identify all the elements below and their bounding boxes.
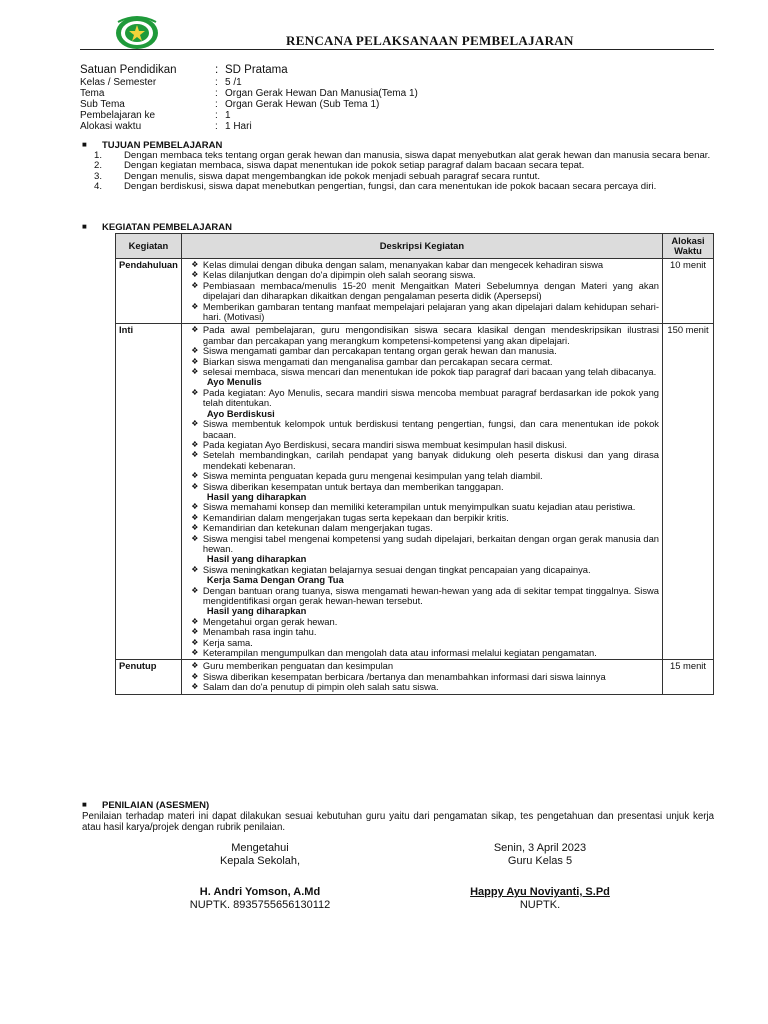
list-item-text: Kelas dimulai dengan dibuka dengan salam, menanyakan kabar dan mengecek kehadiran siswa	[202, 259, 604, 270]
diamond-bullet-icon: ❖	[191, 346, 199, 356]
info-label: Tema	[80, 88, 105, 99]
list-item	[185, 302, 659, 323]
deskripsi-cell	[181, 660, 662, 694]
square-bullet-icon: ■	[82, 140, 87, 149]
diamond-bullet-icon: ❖	[191, 648, 199, 658]
list-number: 4.	[93, 181, 102, 193]
signature-right-name-block	[440, 886, 640, 912]
diamond-bullet-icon: ❖	[191, 523, 199, 533]
list-item-text: selesai membaca, siswa mencari dan menentukan ide pokok tiap paragraf dari bacaan yang telah dibacanya.	[202, 366, 657, 378]
list-item-text: Keterampilan mengumpulkan dan mengolah data atau informasi melalui kegiatan pengamatan.	[202, 647, 597, 659]
square-bullet-icon: ■	[82, 222, 87, 231]
diamond-bullet-icon: ❖	[191, 533, 199, 543]
info-label: Pembelajaran ke	[80, 110, 156, 121]
subheading: Kerja Sama Dengan Orang Tua	[206, 574, 344, 586]
list-item-text: Memberikan gambaran tentang manfaat mempelajari pelajaran yang akan dipelajari dalam kehidupan sehari-hari. (Motivasi)	[202, 300, 659, 323]
info-label: Kelas / Semester	[80, 77, 157, 88]
info-row-alokasi	[80, 121, 418, 132]
info-value: SD Pratama	[225, 64, 288, 76]
table-row	[116, 660, 714, 694]
diamond-bullet-icon: ❖	[191, 280, 199, 290]
info-value: 1	[225, 110, 231, 121]
info-row-tema	[80, 88, 418, 99]
info-separator: :	[215, 77, 218, 88]
info-row-pembelajaran	[80, 110, 418, 121]
title-divider	[80, 49, 714, 50]
list-item	[185, 523, 659, 533]
table-row	[116, 324, 714, 660]
list-item	[185, 419, 659, 440]
kegiatan-phase-cell: Pendahuluan	[116, 259, 182, 324]
signature-left	[190, 842, 330, 868]
diamond-bullet-icon: ❖	[191, 301, 199, 311]
diamond-bullet-icon: ❖	[191, 367, 199, 377]
diamond-bullet-icon: ❖	[191, 671, 199, 681]
subheading: Hasil yang diharapkan	[206, 605, 307, 617]
info-separator: :	[215, 110, 218, 121]
document-title: RENCANA PELAKSANAAN PEMBELAJARAN	[286, 33, 574, 48]
info-value: 1 Hari	[225, 121, 252, 132]
list-item-text: Guru memberikan penguatan dan kesimpulan	[202, 660, 394, 672]
list-item	[185, 450, 659, 471]
diamond-bullet-icon: ❖	[191, 356, 199, 366]
list-item-text: Siswa meminta penguatan kepada guru mengenai kesimpulan yang telah diambil.	[202, 470, 543, 482]
list-item-text: Dengan membaca teks tentang organ gerak hewan dan manusia, siswa dapat menyebutkan alat gerak hewan dan manusia secara benar.	[124, 150, 711, 161]
header-deskripsi: Deskripsi Kegiatan	[181, 234, 662, 259]
info-separator: :	[215, 88, 218, 99]
diamond-bullet-icon: ❖	[191, 502, 199, 512]
list-item-text: Siswa mengisi tabel mengenai kompetensi yang sudah dipelajari, berkaitan dengan organ gerak manusia dan hewan.	[202, 532, 659, 554]
list-number: 2.	[93, 160, 102, 172]
list-item-text: Biarkan siswa mengamati dan menganalisa gambar dan percakapan secara cermat.	[202, 355, 553, 367]
diamond-bullet-icon: ❖	[191, 260, 199, 269]
deskripsi-cell	[181, 324, 662, 660]
diamond-bullet-icon: ❖	[191, 627, 199, 637]
list-item	[82, 182, 714, 192]
diamond-bullet-icon: ❖	[191, 512, 199, 522]
list-item-text: Kelas dilanjutkan dengan do'a dipimpin oleh salah seorang siswa.	[202, 269, 476, 281]
header-kegiatan: Kegiatan	[116, 234, 182, 259]
kegiatan-phase-cell: Inti	[116, 324, 182, 660]
list-item-text: Pada kegiatan Ayo Berdiskusi, secara mandiri siswa membuat kesimpulan hasil diskusi.	[202, 438, 567, 450]
signatory-id: NUPTK. 8935755656130112	[189, 899, 331, 911]
list-item-text: Kerja sama.	[202, 636, 253, 648]
list-item-text: Kemandirian dalam mengerjakan tugas serta kepekaan dan berpikir kritis.	[202, 511, 509, 523]
list-item	[185, 534, 659, 555]
list-item	[185, 388, 659, 409]
diamond-bullet-icon: ❖	[191, 481, 199, 491]
list-item-text: Pembiasaan membaca/menulis 15-20 menit Mengaitkan Materi Sebelumnya dengan Materi yang akan dipelajari dan diharapkan dikaitkan dengan pengalaman peserta didik (Apersepsi)	[202, 279, 659, 302]
diamond-bullet-icon: ❖	[191, 325, 199, 335]
info-separator: :	[215, 99, 218, 110]
header-alokasi: Alokasi Waktu	[663, 234, 714, 259]
list-item	[185, 627, 659, 637]
diamond-bullet-icon: ❖	[191, 450, 199, 460]
signature-line1: Mengetahui	[231, 842, 289, 854]
diamond-bullet-icon: ❖	[191, 471, 199, 481]
subheading: Ayo Menulis	[206, 376, 262, 388]
info-value: Organ Gerak Hewan (Sub Tema 1)	[225, 99, 380, 110]
list-item-text: Siswa membentuk kelompok untuk berdiskusi tentang pengertian, fungsi, dan cara menentukan ide pokok bacaan.	[202, 418, 659, 440]
list-item-text: Dengan bantuan orang tuanya, siswa mengamati hewan-hewan yang ada di sekitar tempat tinggalnya. Siswa mengidentifikasi organ gerak hewan-hewan tersebut.	[202, 584, 659, 606]
section-kegiatan-heading	[82, 222, 232, 233]
list-item-text: Pada awal pembelajaran, guru mengondisikan siswa secara klasikal dengan mendeskripsikan ilustrasi gambar dan percakapan yang merangkum kompetensi-kompetensi yang akan dipelajari.	[202, 324, 659, 346]
section-penilaian-heading	[82, 800, 209, 811]
list-item-text: Setelah membandingkan, carilah pendapat yang banyak didukung oleh peserta diskusi dan yang dirasa mendekati kebenaran.	[202, 449, 659, 471]
signature-line2: Kepala Sekolah,	[219, 855, 301, 867]
diamond-bullet-icon: ❖	[191, 585, 199, 595]
info-separator: :	[215, 64, 219, 76]
list-item-text: Dengan menulis, siswa dapat mengembangkan ide pokok menjadi sebuah paragraf secara runtut.	[124, 170, 540, 182]
identity-block	[80, 64, 418, 132]
diamond-bullet-icon: ❖	[191, 564, 199, 574]
diamond-bullet-icon: ❖	[191, 682, 199, 692]
info-value: Organ Gerak Hewan Dan Manusia(Tema 1)	[225, 88, 418, 99]
diamond-bullet-icon: ❖	[191, 661, 199, 671]
list-item	[185, 682, 659, 692]
list-item-text: Pada kegiatan: Ayo Menulis, secara mandiri siswa mencoba membuat paragraf berdasarkan ide pokok yang telah ditentukan.	[202, 386, 659, 409]
diamond-bullet-icon: ❖	[191, 387, 199, 397]
subheading: Hasil yang diharapkan	[206, 490, 307, 502]
list-item-text: Mengetahui organ gerak hewan.	[202, 615, 338, 627]
list-item	[185, 281, 659, 302]
subheading: Hasil yang diharapkan	[206, 553, 307, 565]
info-row-subtema	[80, 99, 418, 110]
list-item-text: Siswa memahami konsep dan memiliki keterampilan untuk menyimpulkan suatu kejadian atau peristiwa.	[202, 501, 636, 513]
signature-left-name-block	[165, 886, 355, 912]
kegiatan-table-body	[116, 259, 714, 695]
info-label: Alokasi waktu	[80, 121, 142, 132]
list-item-text: Dengan berdiskusi, siswa dapat menebutkan pengertian, fungsi, dan cara menentukan ide pokok bacaan secara percaya diri.	[124, 181, 657, 193]
tujuan-list	[82, 151, 714, 193]
square-bullet-icon: ■	[82, 800, 87, 809]
diamond-bullet-icon: ❖	[191, 637, 199, 647]
list-item-text: Siswa meningkatkan kegiatan belajarnya sesuai dengan tingkat pencapaian yang dicapainya.	[202, 563, 591, 575]
alokasi-cell: 15 menit	[663, 660, 714, 694]
diamond-bullet-icon: ❖	[191, 616, 199, 626]
table-row	[116, 259, 714, 324]
alokasi-cell: 10 menit	[663, 259, 714, 324]
kegiatan-table	[115, 233, 714, 695]
info-label: Satuan Pendidikan	[80, 64, 177, 76]
info-row-satuan	[80, 64, 418, 77]
section-heading-text: TUJUAN PEMBELAJARAN	[102, 140, 223, 151]
signatory-id: NUPTK.	[519, 899, 561, 911]
signature-line1: Senin, 3 April 2023	[493, 842, 587, 854]
list-item	[185, 325, 659, 346]
penilaian-text: Penilaian terhadap materi ini dapat dilakukan sesuai kebutuhan guru yaitu dari pengamatan sikap, tes pengetahuan dan presentasi unjuk kerja atau hasil karya/projek dengan rubrik penilaian.	[82, 811, 714, 833]
alokasi-cell: 150 menit	[663, 324, 714, 660]
info-row-kelas	[80, 77, 418, 88]
list-item-text: Siswa mengamati gambar dan percakapan tentang organ gerak hewan dan manusia.	[202, 345, 557, 357]
list-item-text: Salam dan do'a penutup di pimpin oleh salah satu siswa.	[202, 681, 439, 693]
signature-right	[460, 842, 620, 868]
madrasah-emblem-icon	[114, 14, 160, 52]
info-value: 5 /1	[225, 77, 242, 88]
table-header-row	[116, 234, 714, 259]
list-item	[185, 586, 659, 607]
info-separator: :	[215, 121, 218, 132]
list-item-text: Dengan kegiatan membaca, siswa dapat menentukan ide pokok setiap paragraf dalam bacaan secara tepat.	[124, 160, 585, 172]
diamond-bullet-icon: ❖	[191, 419, 199, 429]
list-item-text: Siswa diberikan kesempatan untuk bertaya dan memberikan tanggapan.	[202, 480, 504, 492]
kegiatan-phase-cell: Penutup	[116, 660, 182, 694]
list-item-text: Kemandirian dan ketekunan dalam mengerjakan tugas.	[202, 522, 433, 534]
signatory-name: H. Andri Yomson, A.Md	[199, 886, 321, 898]
list-item	[185, 648, 659, 658]
signatory-name: Happy Ayu Noviyanti, S.Pd	[470, 886, 610, 898]
section-heading-text: PENILAIAN (ASESMEN)	[102, 800, 210, 811]
list-number: 3.	[93, 170, 102, 182]
diamond-bullet-icon: ❖	[191, 439, 199, 449]
section-heading-text: KEGIATAN PEMBELAJARAN	[102, 222, 233, 233]
list-item-text: Siswa diberikan kesempatan berbicara /bertanya dan menambahkan informasi dari siswa lainnya	[202, 670, 606, 682]
list-item-text: Menambah rasa ingin tahu.	[202, 626, 317, 638]
info-label: Sub Tema	[80, 99, 125, 110]
subheading: Ayo Berdiskusi	[206, 407, 275, 419]
list-item	[185, 471, 659, 481]
deskripsi-cell	[181, 259, 662, 324]
list-number: 1.	[93, 150, 102, 161]
signature-line2: Guru Kelas 5	[507, 855, 573, 867]
diamond-bullet-icon: ❖	[191, 270, 199, 280]
